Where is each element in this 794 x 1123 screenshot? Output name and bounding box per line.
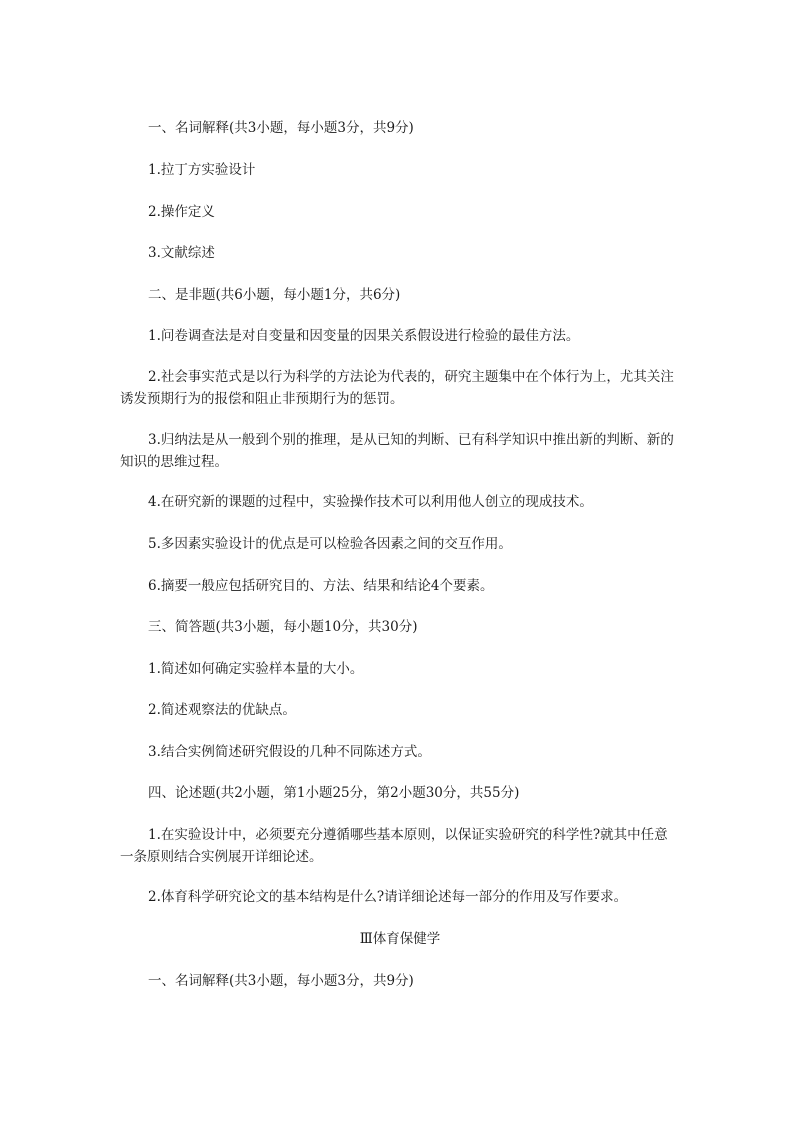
question-item: 3.文献综述 [148,245,215,261]
section-heading-5: 一、名词解释(共3小题，每小题3分，共9分) [148,973,414,989]
section-heading-2: 二、是非题(共6小题，每小题1分，共6分) [148,287,401,303]
question-item: 1.拉丁方实验设计 [148,162,256,178]
question-item: 2.体育科学研究论文的基本结构是什么?请详细论述每一部分的作用及写作要求。 [148,889,628,905]
question-item: 3.结合实例简述研究假设的几种不同陈述方式。 [148,744,431,760]
question-item: 2.简述观察法的优缺点。 [148,702,296,718]
section-heading-4: 四、论述题(共2小题，第1小题25分，第2小题30分，共55分) [148,785,520,801]
question-item: 5.多因素实验设计的优点是可以检验各因素之间的交互作用。 [148,536,512,552]
question-item: 6.摘要一般应包括研究目的、方法、结果和结论4个要素。 [148,578,494,594]
section-heading-1: 一、名词解释(共3小题，每小题3分，共9分) [148,120,414,136]
question-item: 1.在实验设计中，必须要充分遵循哪些基本原则，以保证实验研究的科学性?就其中任意一条原则结合实例展开详细论述。 [120,827,668,865]
question-item: 2.社会事实范式是以行为科学的方法论为代表的，研究主题集中在个体行为上，尤其关注诱发预期行为的报偿和阻止非预期行为的惩罚。 [120,369,674,407]
question-item: 3.归纳法是从一般到个别的推理，是从已知的判断、已有科学知识中推出新的判断、新的知识的思维过程。 [120,432,674,470]
question-item: 4.在研究新的课题的过程中，实验操作技术可以利用他人创立的现成技术。 [148,494,593,510]
subject-title: Ⅲ体育保健学 [359,931,441,947]
section-heading-3: 三、简答题(共3小题，每小题10分，共30分) [148,619,418,635]
question-item: 1.问卷调查法是对自变量和因变量的因果关系假设进行检验的最佳方法。 [148,328,580,344]
question-item: 2.操作定义 [148,204,215,220]
question-item: 1.简述如何确定实验样本量的大小。 [148,661,364,677]
